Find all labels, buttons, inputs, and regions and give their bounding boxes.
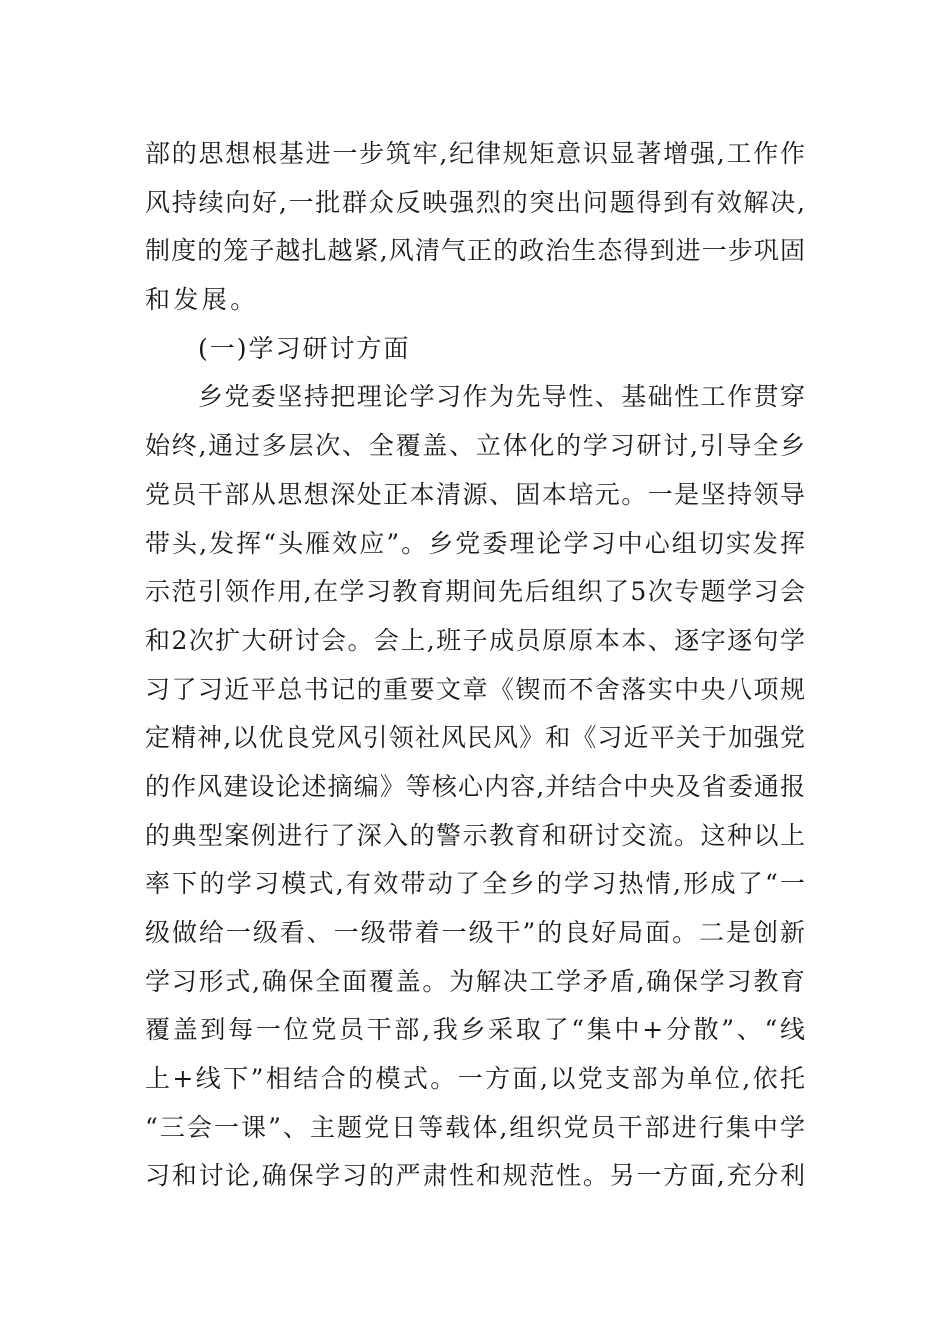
- text-line-16: 率下的学习模式,有效带动了全乡的学习热情,形成了“一: [145, 869, 805, 899]
- text-line-14: 的作风建设论述摘编》等核心内容,并结合中央及省委通报: [145, 771, 805, 801]
- text-line-15: 的典型案例进行了深入的警示教育和研讨交流。这种以上: [145, 820, 805, 850]
- document-body: [145, 130, 805, 1201]
- text-line-3: 制度的笼子越扎越紧,风清气正的政治生态得到进一步巩固: [145, 236, 805, 266]
- text-line-19: 覆盖到每一位党员干部,我乡采取了“集中+分散”、“线: [145, 1015, 805, 1045]
- text-line-20: 上+线下”相结合的模式。一方面,以党支部为单位,依托: [145, 1064, 805, 1094]
- text-line-4: 和发展。: [145, 285, 259, 315]
- text-line-10: 示范引领作用,在学习教育期间先后组织了5次专题学习会: [145, 577, 805, 607]
- text-line-18: 学习形式,确保全面覆盖。为解决工学矛盾,确保学习教育: [145, 966, 805, 996]
- text-line-21: “三会一课”、主题党日等载体,组织党员干部进行集中学: [145, 1112, 805, 1142]
- text-line-2: 风持续向好,一批群众反映强烈的突出问题得到有效解决,: [145, 187, 805, 217]
- text-line-9: 带头,发挥“头雁效应”。乡党委理论学习中心组切实发挥: [145, 528, 805, 558]
- section-heading: (一)学习研讨方面: [198, 333, 411, 363]
- text-line-22: 习和讨论,确保学习的严肃性和规范性。另一方面,充分利: [145, 1161, 805, 1191]
- text-line-7: 始终,通过多层次、全覆盖、立体化的学习研讨,引导全乡: [145, 431, 805, 461]
- text-line-6: 乡党委坚持把理论学习作为先导性、基础性工作贯穿: [198, 382, 805, 412]
- text-line-11: 和2次扩大研讨会。会上,班子成员原原本本、逐字逐句学: [145, 625, 805, 655]
- text-line-1: 部的思想根基进一步筑牢,纪律规矩意识显著增强,工作作: [145, 139, 805, 168]
- text-line-13: 定精神,以优良党风引领社风民风》和《习近平关于加强党: [145, 723, 805, 753]
- text-line-12: 习了习近平总书记的重要文章《锲而不舍落实中央八项规: [145, 674, 805, 704]
- text-line-17: 级做给一级看、一级带着一级干”的良好局面。二是创新: [145, 918, 805, 947]
- text-line-8: 党员干部从思想深处正本清源、固本培元。一是坚持领导: [145, 479, 805, 509]
